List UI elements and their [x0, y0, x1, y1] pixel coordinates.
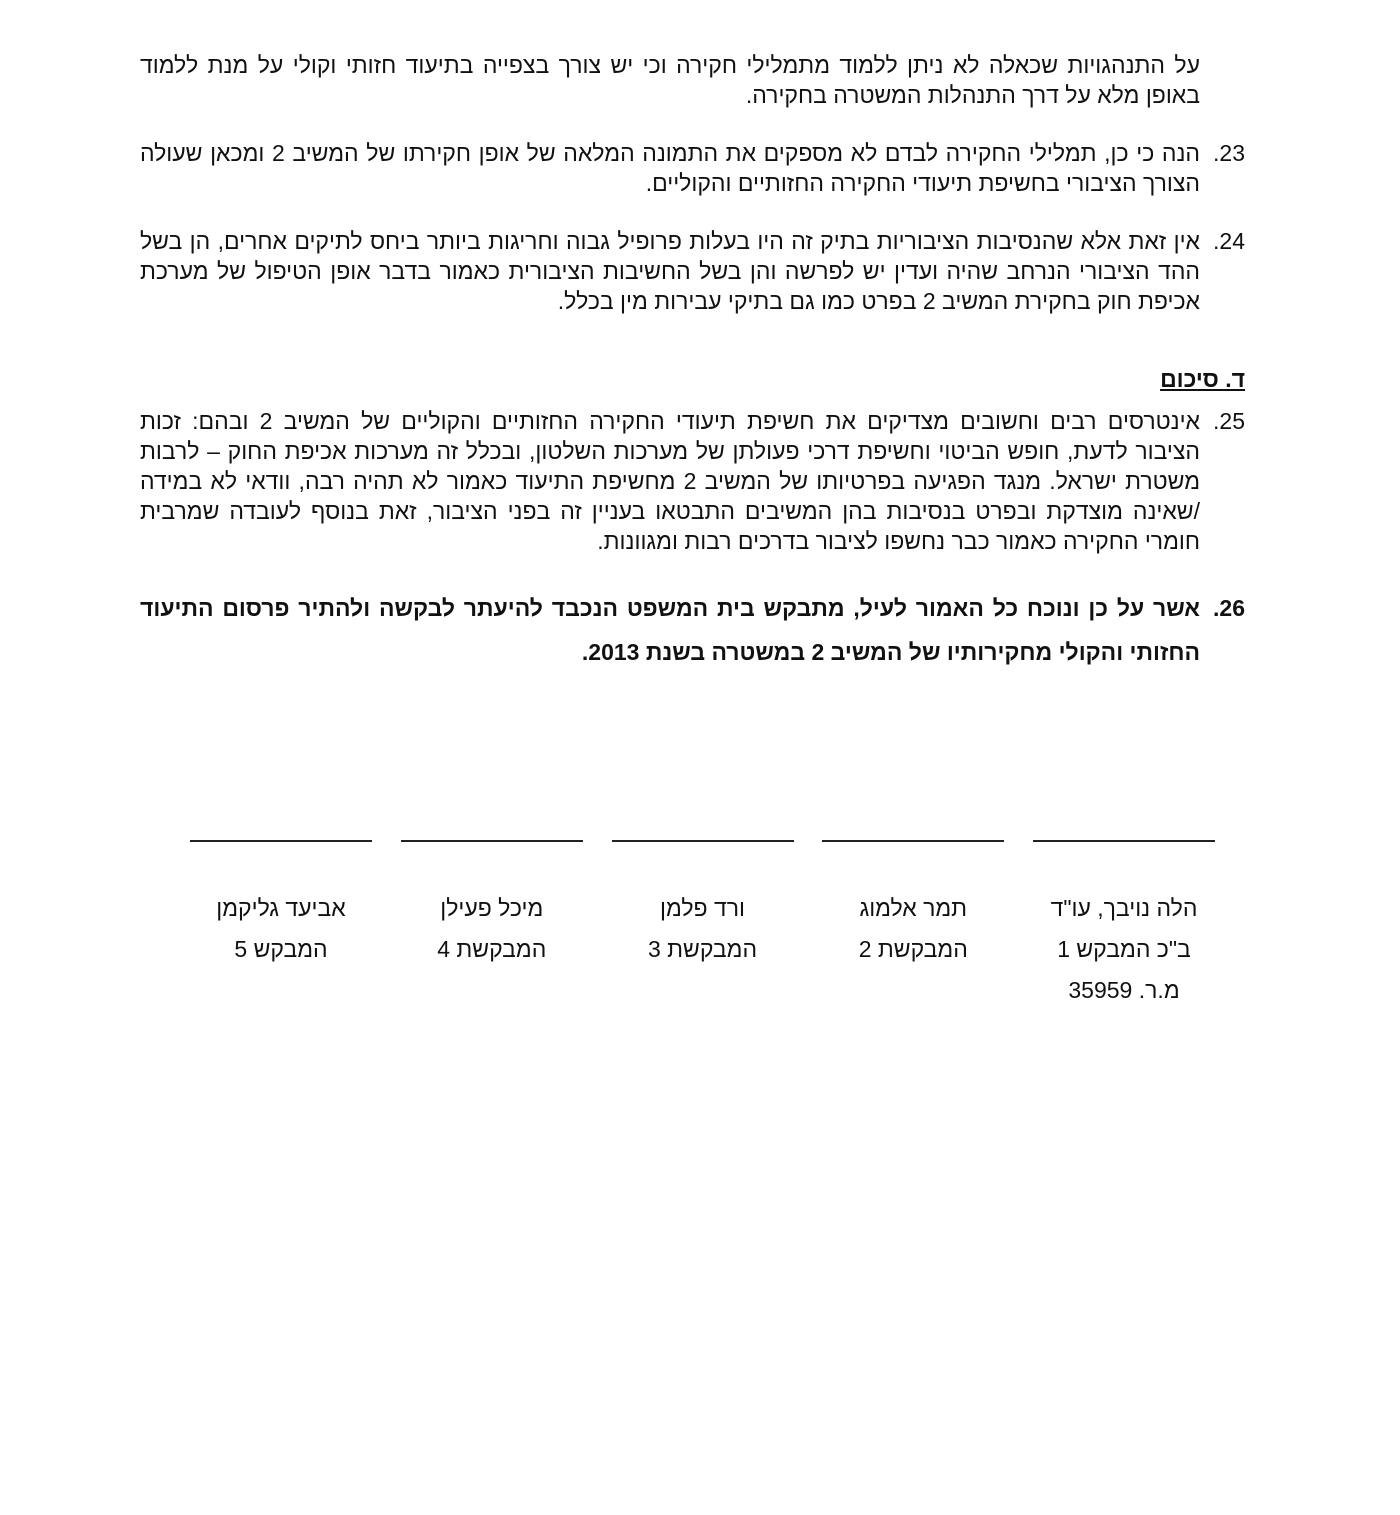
signature-line: [190, 840, 372, 842]
signature-1: [1033, 840, 1215, 1020]
paragraph-text: אשר על כן ונוכח כל האמור לעיל, מתבקש בית המשפט הנכבד להיעתר לבקשה ולהתיר פרסום התיעוד החזותי והקולי מחקירותיו של המשיב 2 במשטרה בשנת 2013.: [140, 595, 1200, 665]
signature-line: [612, 840, 794, 842]
signature-4: [401, 840, 583, 1020]
signatory-name: אביעד גליקמן: [216, 895, 346, 921]
paragraph-24: [140, 226, 1245, 316]
signatory-name: הלה נויבך, עו"ד: [1050, 895, 1198, 921]
signatory-license-number: מ.ר. 35959: [1068, 977, 1180, 1003]
paragraph-number: 24.: [1213, 228, 1245, 254]
signatory-name: ורד פלמן: [660, 895, 745, 921]
signatory-role: ב"כ המבקש 1: [1057, 936, 1191, 962]
signatory-name: תמר אלמוג: [859, 895, 968, 921]
paragraph-22-continuation: [140, 50, 1245, 110]
signatory-role: המבקש 5: [234, 936, 328, 962]
paragraph-23: [140, 138, 1245, 198]
signature-3: [612, 840, 794, 1020]
paragraph-number: 26.: [1213, 595, 1245, 621]
signature-2: [822, 840, 1004, 1020]
signature-line: [1033, 840, 1215, 842]
paragraph-text: אינטרסים רבים וחשובים מצדיקים את חשיפת תיעודי החקירה החזותיים והקוליים של המשיב 2 ובהם: זכות הציבור לדעת, חופש הביטוי וחשיפת דרכי פעולתן של מערכות השלטון, ובכלל זה מערכות אכיפת החוק – לרבות משטרת ישראל. מנגד הפגיעה בפרטיותו של המשיב 2 מחשיפת התיעוד כאמור לא תהיה רבה, וודאי לא במידה /שאינה מוצדקת ובפרט בנסיבות בהן המשיבים התבטאו בעניין זה בפני הציבור, זאת בנוסף לעובדה שמרבית חומרי החקירה כאמור כבר נחשפו לציבור בדרכים רבות ומגוונות.: [140, 408, 1200, 554]
paragraph-text: אין זאת אלא שהנסיבות הציבוריות בתיק זה היו בעלות פרופיל גבוה וחריגות ביותר ביחס לתיקים אחרים, הן בשל ההד הציבורי הנרחב שהיה ועדין יש לפרשה והן בשל החשיבות הציבורית כאמור בדבר אופן הטיפול של מערכת אכיפת חוק בחקירת המשיב 2 בפרט כמו גם בתיקי עבירות מין בכלל.: [140, 228, 1200, 314]
signature-line: [401, 840, 583, 842]
signatory-name: מיכל פעילן: [440, 895, 544, 921]
signatory-role: המבקשת 2: [858, 936, 968, 962]
signature-5: [190, 840, 372, 1020]
paragraph-text: על התנהגויות שכאלה לא ניתן ללמוד מתמלילי חקירה וכי יש צורך בצפייה בתיעוד חזותי וקולי על מנת ללמוד באופן מלא על דרך התנהלות המשטרה בחקירה.: [140, 52, 1200, 108]
paragraph-text: הנה כי כן, תמלילי החקירה לבדם לא מספקים את התמונה המלאה של אופן חקירתו של המשיב 2 ומכאן שעולה הצורך הציבורי בחשיפת תיעודי החקירה החזותיים והקוליים.: [140, 140, 1200, 196]
paragraph-number: 25.: [1213, 408, 1245, 434]
signature-block: [190, 840, 1215, 1020]
paragraph-26-request: [140, 586, 1245, 674]
paragraph-25: [140, 406, 1245, 556]
section-heading-summary: ד. סיכום: [1160, 366, 1245, 392]
paragraph-number: 23.: [1213, 140, 1245, 166]
signature-line: [822, 840, 1004, 842]
document-body: [140, 50, 1245, 674]
signatory-role: המבקשת 4: [437, 936, 547, 962]
signatory-role: המבקשת 3: [647, 936, 758, 962]
